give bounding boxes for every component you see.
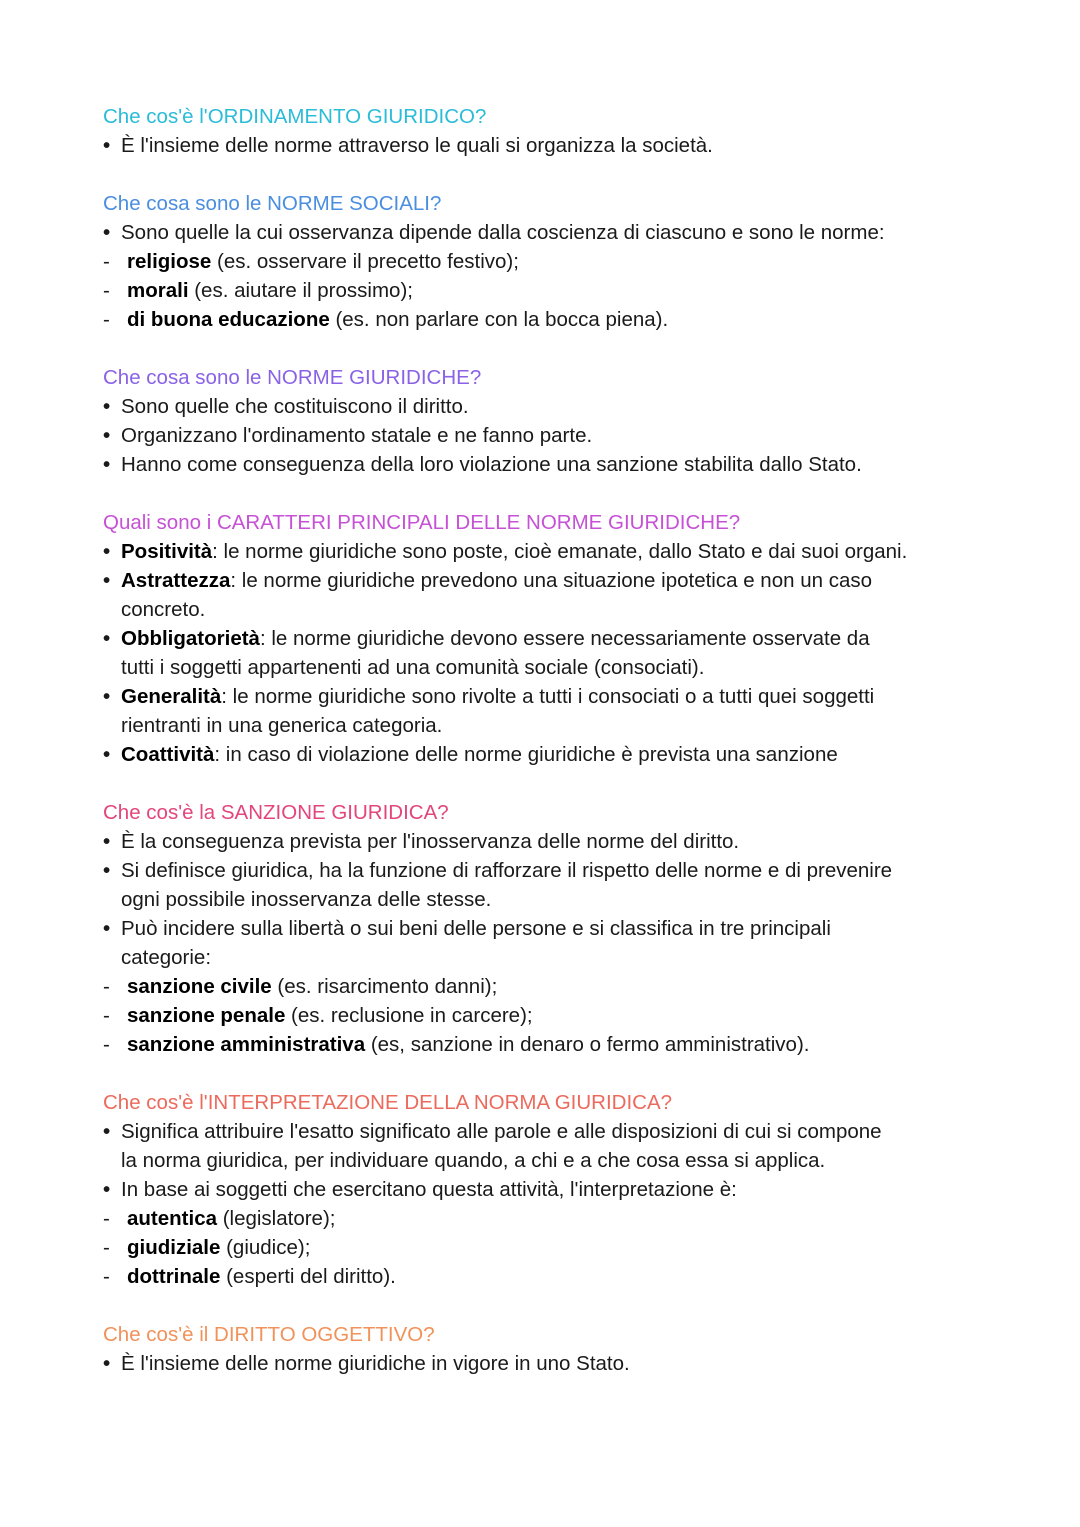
heading-prefix: Quali sono i: [103, 511, 217, 534]
dash-list-item: [103, 1233, 1003, 1262]
item-text: (es. reclusione in carcere);: [285, 1004, 533, 1027]
bullet-item: [103, 914, 1003, 943]
item-text: Sono quelle che costituiscono il diritto.: [121, 395, 469, 418]
dash-icon: -: [103, 1265, 110, 1288]
dash-list-item: [103, 1030, 1003, 1059]
dash-icon: -: [103, 1236, 110, 1259]
bullet-item: [103, 392, 1003, 421]
continuation-line: [103, 595, 1003, 624]
dash-icon: -: [103, 1004, 110, 1027]
heading-topic: NORME SOCIALI?: [267, 192, 442, 215]
bold-term: dottrinale: [127, 1265, 221, 1288]
bold-term: Astrattezza: [121, 569, 231, 592]
bullet-item: [103, 856, 1003, 885]
heading-prefix: Che cosa sono le: [103, 366, 268, 389]
bullet-icon: •: [103, 685, 111, 708]
section: [103, 1320, 1003, 1378]
continuation-line: [103, 943, 1003, 972]
item-text: (giudice);: [220, 1236, 311, 1259]
dash-icon: -: [103, 279, 110, 302]
section-heading: [103, 363, 1003, 392]
bold-term: Obbligatorietà: [121, 627, 260, 650]
item-text: categorie:: [121, 946, 212, 969]
heading-topic: DIRITTO OGGETTIVO?: [214, 1323, 435, 1346]
item-text: concreto.: [121, 598, 206, 621]
bullet-icon: •: [103, 743, 111, 766]
bullet-item: [103, 566, 1003, 595]
bullet-icon: •: [103, 917, 111, 940]
section: [103, 102, 1003, 160]
bold-term: Positività: [121, 540, 213, 563]
item-text: la norma giuridica, per individuare quando, a chi e a che cosa essa si applica.: [121, 1149, 826, 1172]
item-text: Significa attribuire l'esatto significato alle parole e alle disposizioni di cui si compone: [121, 1120, 882, 1143]
section-heading: [103, 1320, 1003, 1349]
document-page: [103, 102, 1003, 1407]
bold-term: religiose: [127, 250, 212, 273]
bold-term: sanzione civile: [127, 975, 272, 998]
bullet-icon: •: [103, 1352, 111, 1375]
dash-list-item: [103, 1262, 1003, 1291]
heading-prefix: Che cos'è la: [103, 801, 221, 824]
bullet-icon: •: [103, 627, 111, 650]
bullet-icon: •: [103, 569, 111, 592]
bold-term: sanzione penale: [127, 1004, 286, 1027]
continuation-line: [103, 885, 1003, 914]
item-text: (es, sanzione in denaro o fermo amministrativo).: [365, 1033, 810, 1056]
item-text: Organizzano l'ordinamento statale e ne fanno parte.: [121, 424, 593, 447]
bullet-item: [103, 1117, 1003, 1146]
bullet-item: [103, 421, 1003, 450]
bold-term: morali: [127, 279, 189, 302]
heading-topic: CARATTERI PRINCIPALI DELLE NORME GIURIDICHE?: [216, 511, 741, 534]
bold-term: sanzione amministrativa: [127, 1033, 366, 1056]
bullet-icon: •: [103, 1178, 111, 1201]
bullet-item: [103, 1175, 1003, 1204]
section-heading: [103, 189, 1003, 218]
section: [103, 189, 1003, 334]
heading-prefix: Che cos'è l': [103, 1091, 208, 1114]
heading-topic: INTERPRETAZIONE DELLA NORMA GIURIDICA?: [207, 1091, 673, 1114]
section-heading: [103, 1088, 1003, 1117]
bullet-icon: •: [103, 221, 111, 244]
item-text: rientranti in una generica categoria.: [121, 714, 443, 737]
bullet-icon: •: [103, 1120, 111, 1143]
bullet-item: [103, 827, 1003, 856]
dash-icon: -: [103, 975, 110, 998]
bold-term: Generalità: [121, 685, 222, 708]
dash-list-item: [103, 305, 1003, 334]
item-text: In base ai soggetti che esercitano questa attività, l'interpretazione è:: [121, 1178, 737, 1201]
bullet-item: [103, 131, 1003, 160]
dash-icon: -: [103, 250, 110, 273]
bullet-icon: •: [103, 395, 111, 418]
continuation-line: [103, 653, 1003, 682]
section-heading: [103, 508, 1003, 537]
bullet-item: [103, 537, 1003, 566]
dash-list-item: [103, 276, 1003, 305]
item-text: (es. non parlare con la bocca piena).: [329, 308, 669, 331]
item-text: Può incidere sulla libertà o sui beni delle persone e si classifica in tre principali: [121, 917, 831, 940]
item-text: Sono quelle la cui osservanza dipende dalla coscienza di ciascuno e sono le norme:: [121, 221, 885, 244]
bullet-item: [103, 1349, 1003, 1378]
bullet-item: [103, 740, 1003, 769]
item-text: È l'insieme delle norme giuridiche in vigore in uno Stato.: [121, 1352, 630, 1375]
bullet-icon: •: [103, 540, 111, 563]
item-text: È l'insieme delle norme attraverso le quali si organizza la società.: [121, 134, 713, 157]
item-text: (es. risarcimento danni);: [271, 975, 498, 998]
item-text: Si definisce giuridica, ha la funzione di rafforzare il rispetto delle norme e di prevenire: [121, 859, 893, 882]
item-text: : le norme giuridiche sono rivolte a tutti i consociati o a tutti quei soggetti: [221, 685, 875, 708]
bullet-icon: •: [103, 424, 111, 447]
bullet-item: [103, 624, 1003, 653]
bold-term: giudiziale: [127, 1236, 221, 1259]
dash-icon: -: [103, 308, 110, 331]
bullet-item: [103, 682, 1003, 711]
item-text: Hanno come conseguenza della loro violazione una sanzione stabilita dallo Stato.: [121, 453, 862, 476]
bold-term: autentica: [127, 1207, 217, 1230]
section: [103, 508, 1003, 769]
bullet-icon: •: [103, 134, 111, 157]
section: [103, 1088, 1003, 1291]
item-text: : le norme giuridiche prevedono una situazione ipotetica e non un caso: [230, 569, 872, 592]
bold-term: di buona educazione: [127, 308, 330, 331]
dash-list-item: [103, 972, 1003, 1001]
heading-prefix: Che cos'è il: [103, 1323, 215, 1346]
heading-topic: ORDINAMENTO GIURIDICO?: [207, 105, 487, 128]
item-text: tutti i soggetti appartenenti ad una comunità sociale (consociati).: [121, 656, 705, 679]
heading-topic: SANZIONE GIURIDICA?: [220, 801, 449, 824]
item-text: (es. aiutare il prossimo);: [188, 279, 413, 302]
item-text: : le norme giuridiche devono essere necessariamente osservate da: [259, 627, 870, 650]
continuation-line: [103, 1146, 1003, 1175]
bullet-icon: •: [103, 830, 111, 853]
item-text: (esperti del diritto).: [220, 1265, 396, 1288]
heading-topic: NORME GIURIDICHE?: [267, 366, 482, 389]
item-text: ogni possibile inosservanza delle stesse.: [121, 888, 492, 911]
dash-list-item: [103, 1204, 1003, 1233]
bullet-icon: •: [103, 453, 111, 476]
bullet-item: [103, 218, 1003, 247]
item-text: È la conseguenza prevista per l'inosservanza delle norme del diritto.: [121, 830, 740, 853]
item-text: (es. osservare il precetto festivo);: [211, 250, 519, 273]
bold-term: Coattività: [121, 743, 215, 766]
heading-prefix: Che cos'è l': [103, 105, 208, 128]
section: [103, 363, 1003, 479]
item-text: (legislatore);: [217, 1207, 336, 1230]
dash-icon: -: [103, 1207, 110, 1230]
item-text: : in caso di violazione delle norme giuridiche è prevista una sanzione: [214, 743, 838, 766]
section-heading: [103, 102, 1003, 131]
dash-list-item: [103, 1001, 1003, 1030]
section: [103, 798, 1003, 1059]
dash-list-item: [103, 247, 1003, 276]
continuation-line: [103, 711, 1003, 740]
bullet-item: [103, 450, 1003, 479]
heading-prefix: Che cosa sono le: [103, 192, 268, 215]
dash-icon: -: [103, 1033, 110, 1056]
section-heading: [103, 798, 1003, 827]
item-text: : le norme giuridiche sono poste, cioè emanate, dallo Stato e dai suoi organi.: [212, 540, 908, 563]
bullet-icon: •: [103, 859, 111, 882]
